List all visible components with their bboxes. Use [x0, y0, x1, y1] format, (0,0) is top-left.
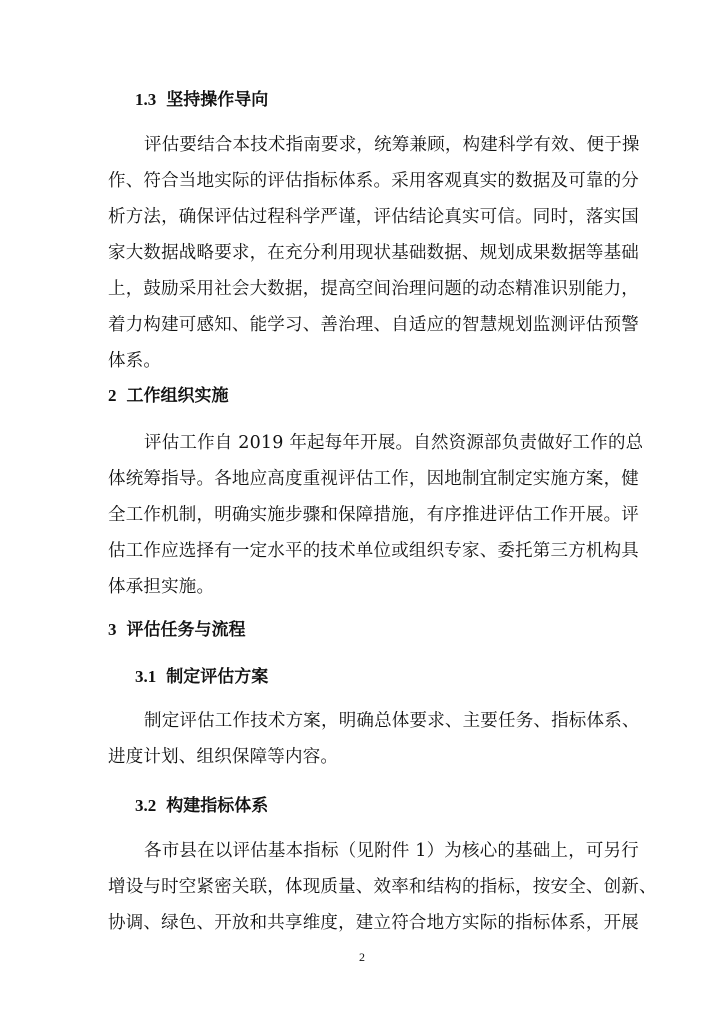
paragraph-line: 体系。 — [108, 351, 162, 371]
paragraph-line: 上，鼓励采用社会大数据，提高空间治理问题的动态精准识别能力， — [108, 279, 639, 299]
section-heading-3 — [108, 619, 246, 641]
paragraph-line: 着力构建可感知、能学习、善治理、自适应的智慧规划监测评估预警 — [108, 315, 639, 335]
paragraph-assessment-plan — [108, 703, 640, 775]
paragraph-line: 增设与时空紧密关联，体现质量、效率和结构的指标，按安全、创新、 — [108, 877, 657, 897]
section-number: 3.1 — [135, 667, 157, 686]
paragraph-line: 评估工作自 2019 年起每年开展。自然资源部负责做好工作的总 — [144, 433, 644, 453]
paragraph-line: 析方法，确保评估过程科学严谨，评估结论真实可信。同时，落实国 — [108, 207, 639, 227]
paragraph-operation-oriented — [108, 127, 640, 379]
paragraph-line: 全工作机制，明确实施步骤和保障措施，有序推进评估工作开展。评 — [108, 505, 639, 525]
section-title: 评估任务与流程 — [126, 620, 246, 640]
paragraph-line: 制定评估工作技术方案，明确总体要求、主要任务、指标体系、 — [144, 711, 640, 731]
paragraph-line: 作、符合当地实际的评估指标体系。采用客观真实的数据及可靠的分 — [108, 171, 639, 191]
section-title: 制定评估方案 — [166, 667, 269, 687]
section-heading-3-1 — [135, 666, 268, 688]
paragraph-line: 进度计划、组织保障等内容。 — [108, 747, 339, 767]
paragraph-organization — [108, 425, 644, 605]
paragraph-line: 评估要结合本技术指南要求，统筹兼顾，构建科学有效、便于操 — [144, 135, 640, 155]
section-number: 2 — [108, 386, 117, 405]
page-number: 2 — [359, 950, 365, 964]
paragraph-line: 协调、绿色、开放和共享维度，建立符合地方实际的指标体系，开展 — [108, 913, 639, 933]
section-title: 坚持操作导向 — [166, 90, 269, 110]
section-number: 3 — [108, 620, 117, 639]
section-number: 1.3 — [135, 90, 157, 109]
section-title: 工作组织实施 — [126, 386, 229, 406]
section-heading-2 — [108, 385, 229, 407]
section-title: 构建指标体系 — [166, 796, 269, 816]
paragraph-line: 体承担实施。 — [108, 577, 215, 597]
paragraph-line: 家大数据战略要求，在充分利用现状基础数据、规划成果数据等基础 — [108, 243, 639, 263]
section-heading-1-3 — [135, 89, 268, 111]
paragraph-line: 各市县在以评估基本指标（见附件 1）为核心的基础上，可另行 — [144, 841, 639, 861]
paragraph-line: 体统筹指导。各地应高度重视评估工作，因地制宜制定实施方案，健 — [108, 469, 639, 489]
section-number: 3.2 — [135, 796, 157, 815]
paragraph-indicator-system — [108, 833, 657, 941]
section-heading-3-2 — [135, 795, 268, 817]
paragraph-line: 估工作应选择有一定水平的技术单位或组织专家、委托第三方机构具 — [108, 541, 639, 561]
